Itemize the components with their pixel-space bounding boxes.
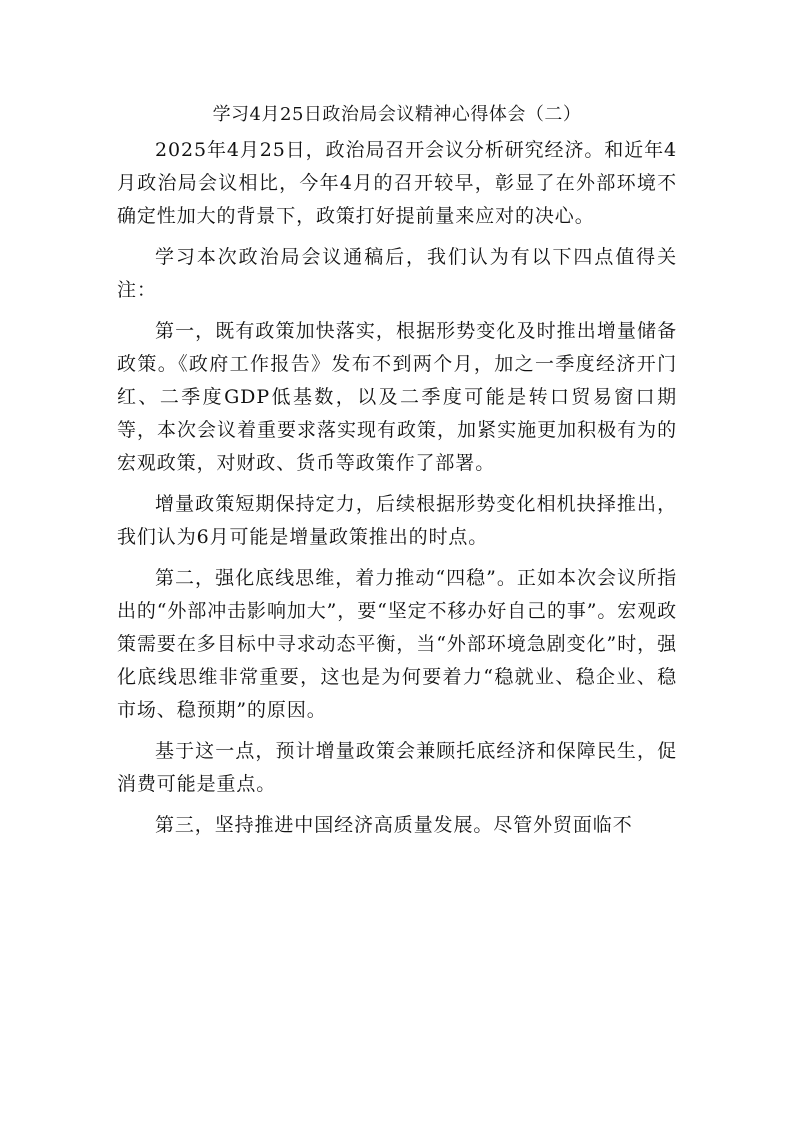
document-title: 学习4月25日政治局会议精神心得体会（二） <box>212 104 582 125</box>
paragraph-intro: 2025年4月25日，政治局召开会议分析研究经济。和近年4月政治局会议相比，今年4月的召开较早，彰显了在外部环境不确定性加大的背景下，政策打好提前量来应对的决心。 <box>117 139 677 227</box>
document-body <box>117 101 677 850</box>
paragraph-point-two: 第二，强化底线思维，着力推动“四稳”。正如本次会议所指出的“外部冲击影响加大”，要“坚定不移办好自己的事”。宏观政策需要在多目标中寻求动态平衡，当“外部环境急剧变化”时，强化底线思维非常重要，这也是为何要着力“稳就业、稳企业、稳市场、稳预期”的原因。 <box>117 567 677 721</box>
paragraph-incremental-policy: 增量政策短期保持定力，后续根据形势变化相机抉择推出，我们认为6月可能是增量政策推出的时点。 <box>117 493 677 548</box>
paragraph-focus-points: 学习本次政治局会议通稿后，我们认为有以下四点值得关注： <box>117 246 677 301</box>
paragraph-consumption: 基于这一点，预计增量政策会兼顾托底经济和保障民生，促消费可能是重点。 <box>117 740 677 795</box>
paragraph-point-three: 第三，坚持推进中国经济高质量发展。尽管外贸面临不 <box>155 814 633 836</box>
paragraph-point-one: 第一，既有政策加快落实，根据形势变化及时推出增量储备政策。《政府工作报告》发布不到两个月，加之一季度经济开门红、二季度GDP低基数，以及二季度可能是转口贸易窗口期等，本次会议着重要求落实现有政策，加紧实施更加积极有为的宏观政策，对财政、货币等政策作了部署。 <box>117 320 677 474</box>
